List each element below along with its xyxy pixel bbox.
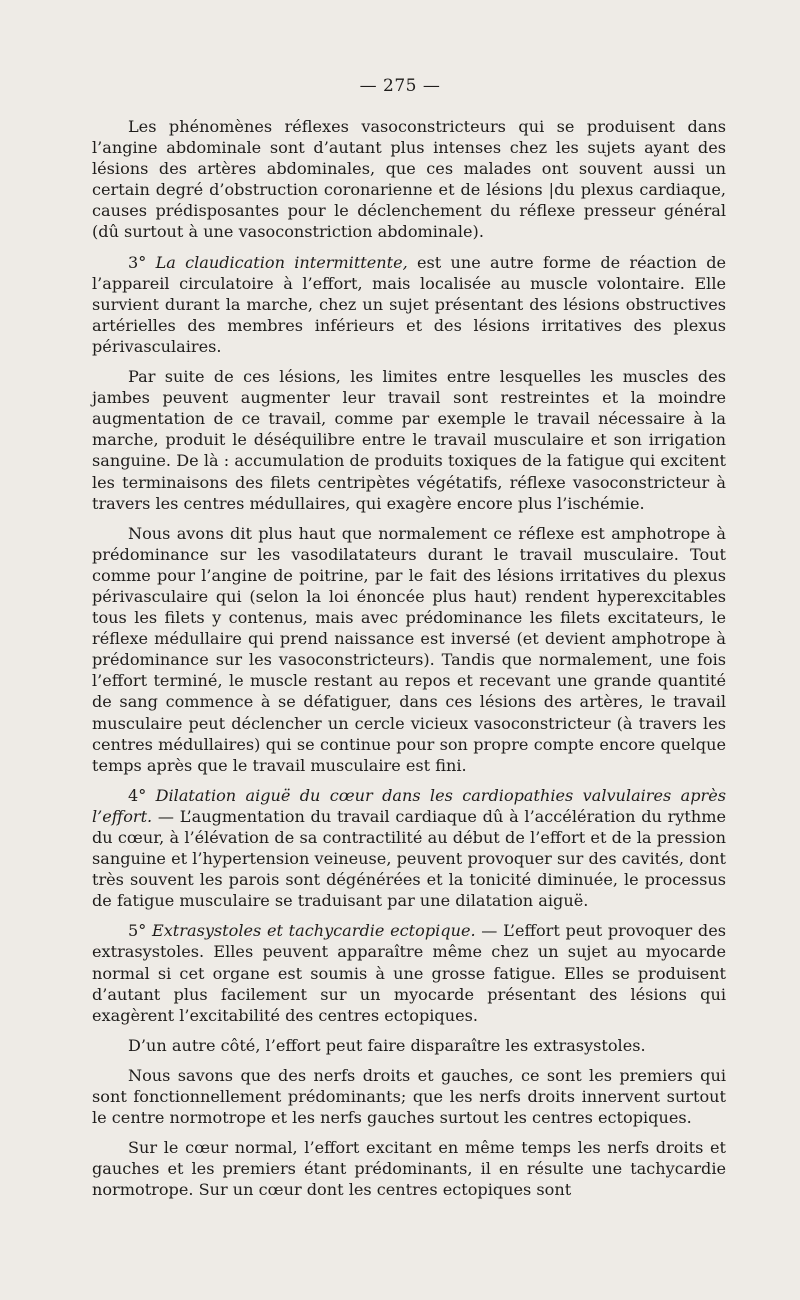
paragraph-text: Par suite de ces lésions, les limites entre lesquelles les muscles des jambes peuvent augmenter leur travail sont restreintes et la moindre augmentation de ce travail, comme par exemple le travail nécessaire à la marche, produit le déséquilibre entre le travail musculaire et son irrigation sanguine. De là : accumulation de produits toxiques de la fatigue qui excitent les terminaisons des filets centripètes végétatifs, réflexe vasoconstricteur à travers les centres médullaires, qui exagère encore plus l’ischémie.	[92, 367, 726, 513]
section-number: 5°	[128, 921, 152, 941]
paragraph-text: Nous avons dit plus haut que normalement ce réflexe est amphotrope à prédominance sur les vasodilatateurs durant le travail musculaire. Tout comme pour l’angine de poitrine, par le fait des lésions irritatives du plexus périvasculaire qui (selon la loi énoncée plus haut) rendent hyperexcitables tous les filets y contenus, mais avec prédominance les filets excitateurs, le réflexe médullaire qui prend naissance est inversé (et devient amphotrope à prédominance sur les vasoconstricteurs). Tandis que normalement, une fois l’effort terminé, le muscle restant au repos et recevant une grande quantité de sang commence à se défatiguer, dans ces lésions des artères, le travail musculaire peut déclencher un cercle vicieux vasoconstricteur (à travers les centres médullaires) qui se continue pour son propre compte encore quelque temps après que le travail musculaire est fini.	[92, 523, 726, 775]
paragraph-abdominal-angina	[92, 116, 726, 243]
paragraph-text: D’un autre côté, l’effort peut faire disparaître les extrasystoles.	[128, 1035, 646, 1055]
section-title: Dilatation aiguë du cœur dans les cardiopathies valvulaires après l’effort.	[92, 785, 726, 826]
paragraph-effort-disappear	[92, 1035, 726, 1056]
paragraph-acute-dilatation	[92, 785, 726, 912]
section-title: Extrasystoles et tachycardie ectopique.	[151, 921, 476, 941]
paragraph-text: — L’effort peut provoquer des extrasystoles. Elles peuvent apparaître même chez un sujet au myocarde normal si cet organe est soumis à une grosse fatigue. Elles se produisent d’autant plus facilement sur un myocarde présentant des lésions qui exagèrent l’excitabilité des centres ectopiques.	[92, 921, 726, 1025]
section-title: La claudication intermittente,	[155, 252, 408, 272]
page-number: — 275 —	[359, 76, 441, 96]
paragraph-text: — L’augmentation du travail cardiaque dû à l’accélération du rythme du cœur, à l’élévation de sa contractilité au début de l’effort et de la pression sanguine et l’hypertension veineuse, peuvent provoquer sur des cavités, dont très souvent les parois sont dégénérées et la tonicité diminuée, le processus de fatigue musculaire se traduisant par une dilatation aiguë.	[92, 806, 726, 911]
paragraph-text: Les phénomènes réflexes vasoconstricteurs qui se produisent dans l’angine abdominale sont d’autant plus intenses chez les sujets ayant des lésions des artères abdominales, que ces malades ont souvent aussi un certain degré d’obstruction coronarienne et de lésions |du plexus cardiaque, causes prédisposantes pour le déclenchement du réflexe presseur général (dû surtout à une vasoconstriction abdominale).	[92, 117, 726, 242]
paragraph-reflex-amphotrope	[92, 523, 726, 776]
section-number: 4°	[128, 785, 156, 805]
body-text	[92, 116, 726, 1210]
paragraph-lesions	[92, 366, 726, 514]
paragraph-text: Nous savons que des nerfs droits et gauches, ce sont les premiers qui sont fonctionnellement prédominants; que les nerfs droits innervent surtout le centre normotrope et les nerfs gauches surtout les centres ectopiques.	[92, 1065, 726, 1128]
paragraph-text: est une autre forme de réaction de l’appareil circulatoire à l’effort, mais localisée au muscle volontaire. Elle survient durant la marche, chez un sujet présentant des lésions obstructives artérielles des membres inférieurs et des lésions irritatives des plexus périvasculaires.	[92, 252, 727, 356]
section-number: 3°	[128, 252, 156, 272]
paragraph-nerves	[92, 1065, 726, 1128]
paragraph-claudication	[92, 252, 726, 357]
paragraph-extrasystoles	[92, 920, 726, 1025]
paragraph-normal-heart	[92, 1137, 726, 1200]
paragraph-text: Sur le cœur normal, l’effort excitant en même temps les nerfs droits et gauches et les premiers étant prédominants, il en résulte une tachycardie normotrope. Sur un cœur dont les centres ectopiques sont	[92, 1138, 726, 1200]
